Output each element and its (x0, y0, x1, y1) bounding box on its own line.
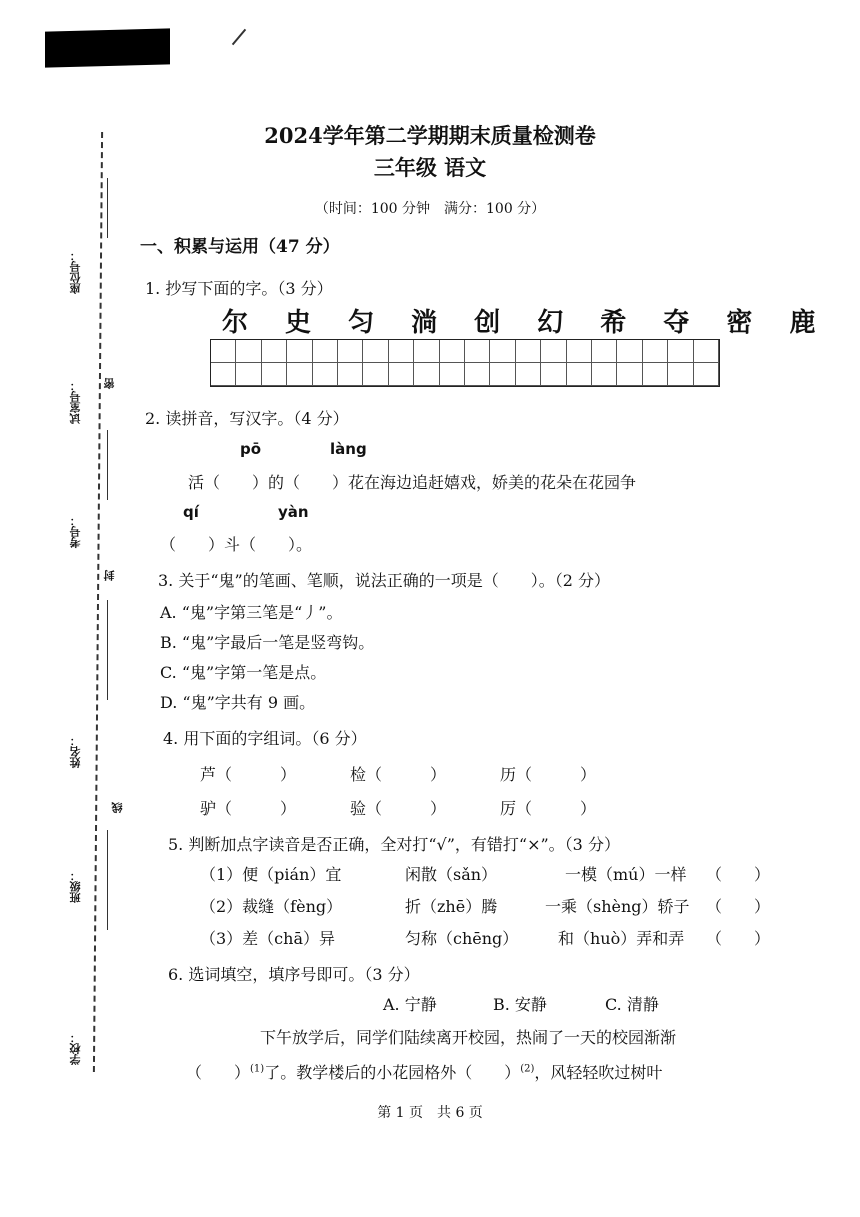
q6-text-mid: 了。教学楼后的小花园格外（ ） (264, 1063, 521, 1082)
q4-word-2: 检（ ） (350, 765, 447, 784)
q3-option-b[interactable]: B. “鬼”字最后一笔是竖弯钩。 (160, 633, 375, 652)
q6-choice-a: A. 宁静 (383, 995, 437, 1014)
q5-r2-c2: 折（zhē）腾 (405, 897, 498, 916)
q4-word-4: 驴（ ） (200, 799, 297, 818)
room-underline (107, 430, 108, 500)
q3-option-d[interactable]: D. “鬼”字共有 9 画。 (160, 693, 316, 712)
redaction-bar (45, 28, 170, 67)
class-underline (107, 830, 108, 930)
q6-blank-1[interactable]: （ ） (186, 1063, 251, 1082)
q5-r3-c2: 匀称（chēng） (405, 929, 519, 948)
q6-prompt: 6. 选词填空，填序号即可。（3 分） (168, 965, 420, 984)
seal-mi-label: 密 (103, 378, 116, 389)
q6-sup-1: (1) (250, 1063, 265, 1075)
q5-r2-answer[interactable]: （ ） (706, 897, 771, 916)
room-label: 试室号： (69, 380, 82, 424)
q5-r1-c3: 一模（mú）一样 (565, 865, 687, 884)
exam-title: 2024学年第二学期期末质量检测卷 (264, 123, 596, 148)
exam-no-label: 考号： (69, 515, 82, 548)
q6-paragraph-line-2 (186, 1060, 662, 1083)
q4-prompt: 4. 用下面的字组词。（6 分） (163, 729, 367, 748)
q5-r3-c1: （3）差（chā）异 (200, 929, 335, 948)
q6-paragraph-line-1: 下午放学后，同学们陆续离开校园，热闹了一天的校园渐渐 (260, 1028, 677, 1047)
q1-prompt: 1. 抄写下面的字。（3 分） (145, 279, 333, 298)
seal-xian-label: 线 (111, 802, 124, 813)
q5-r2-c1: （2）裁缝（fèng） (200, 897, 343, 916)
q2-prompt: 2. 读拼音，写汉字。（4 分） (145, 409, 349, 428)
exam-no-underline (107, 600, 108, 700)
q5-r1-c2: 闲散（sǎn） (405, 865, 498, 884)
q2-pinyin-4: yàn (278, 503, 309, 521)
q2-pinyin-3: qí (183, 503, 199, 521)
q2-line-1: 活（ ）的（ ）花在海边追赶嬉戏，娇美的花朵在花园争 (188, 473, 637, 492)
class-label: 班级： (69, 870, 82, 903)
q6-choice-b: B. 安静 (493, 995, 547, 1014)
page-footer: 第 1 页 共 6 页 (377, 1105, 483, 1121)
q4-word-5: 验（ ） (350, 799, 447, 818)
seat-label: 座位号： (69, 250, 82, 294)
q2-pinyin-1: pō (240, 440, 262, 458)
q1-copy-characters: 尔 史 匀 淌 创 幻 希 夺 密 鹿 (222, 308, 830, 338)
q4-word-3: 历（ ） (500, 765, 597, 784)
q5-r1-c1: （1）便（pián）宜 (200, 865, 342, 884)
q6-choice-c: C. 清静 (605, 995, 659, 1014)
q4-word-1: 芦（ ） (200, 765, 297, 784)
q5-r2-c3: 一乘（shèng）轿子 (545, 897, 690, 916)
q5-r3-c3: 和（huò）弄和弄 (558, 929, 685, 948)
seal-feng-label: 封 (103, 570, 116, 581)
q2-line-2: （ ）斗（ ）。 (160, 535, 313, 554)
q3-prompt: 3. 关于“鬼”的笔画、笔顺，说法正确的一项是（ ）。（2 分） (158, 571, 610, 590)
q6-text-end: ，风轻轻吹过树叶 (534, 1063, 663, 1082)
pen-mark (232, 29, 246, 46)
q5-r1-answer[interactable]: （ ） (706, 865, 771, 884)
q3-option-c[interactable]: C. “鬼”字第一笔是点。 (160, 663, 327, 682)
q5-r3-answer[interactable]: （ ） (706, 929, 771, 948)
exam-info: （时间：100 分钟 满分：100 分） (314, 201, 546, 217)
q5-prompt: 5. 判断加点字读音是否正确，全对打“√”，有错打“×”。（3 分） (168, 835, 620, 854)
q2-pinyin-2: làng (330, 440, 367, 458)
exam-subtitle: 三年级 语文 (373, 155, 487, 180)
section-heading: 一、积累与运用（47 分） (140, 237, 340, 257)
q3-option-a[interactable]: A. “鬼”字第三笔是“丿”。 (160, 603, 343, 622)
q1-writing-grid[interactable] (210, 339, 720, 387)
name-label: 姓名： (69, 735, 82, 768)
binding-dashed-line (93, 132, 103, 1072)
q6-sup-2: (2) (520, 1063, 535, 1075)
q4-word-6: 厉（ ） (500, 799, 597, 818)
school-label: 学校： (69, 1032, 82, 1065)
